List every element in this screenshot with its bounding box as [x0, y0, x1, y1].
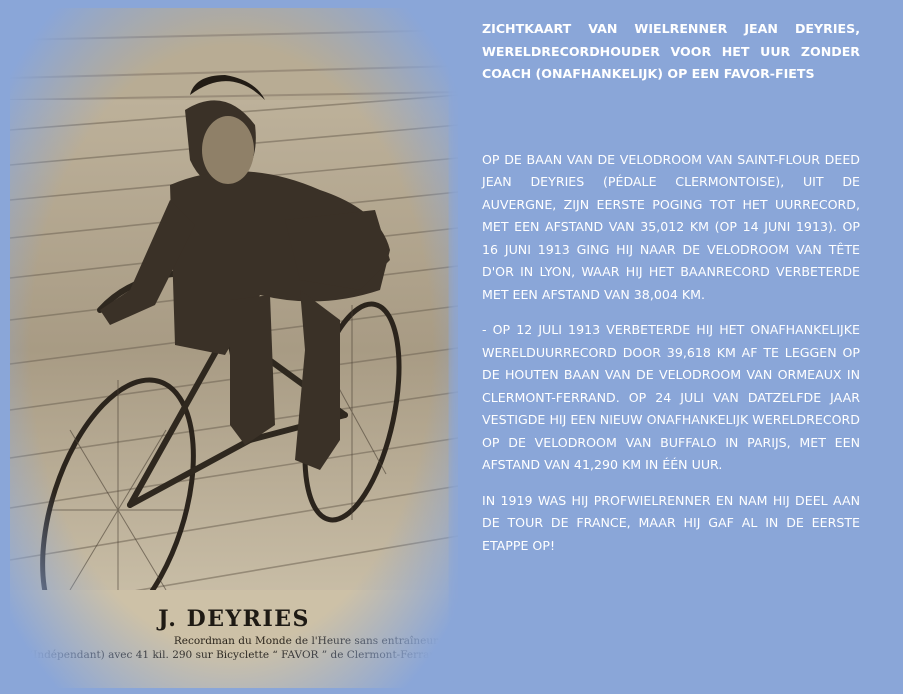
paragraph-world-record: - OP 12 JULI 1913 VERBETERDE HIJ HET ONAFHANKELIJKE WERELDUURRECORD DOOR 39,618 KM AF TE LEGGEN OP DE HOUTEN BAAN VAN DE VELODROOM VAN ORMEAUX IN CLERMONT-FERRAND. OP 24 JULI VAN DATZELFDE JAAR VESTIGDE HIJ EEN NIEUW ONAFHANKELIJK WERELDRECORD OP DE VELODROOM VAN BUFFALO IN PARIJS, MET EEN AFSTAND VAN 41,290 KM IN ÉÉN UUR. — [482, 322, 860, 472]
description-column — [482, 18, 860, 570]
paragraph-tour-de-france: IN 1919 WAS HIJ PROFWIELRENNER EN NAM HIJ DEEL AAN DE TOUR DE FRANCE, MAAR HIJ GAF AL IN DE EERSTE ETAPPE OP! — [482, 492, 860, 553]
page-title: ZICHTKAART VAN WIELRENNER JEAN DEYRIES, WERELDRECORDHOUDER VOOR HET UUR ZONDER COACH (ONAFHANKELIJK) OP EEN FAVOR-FIETS — [482, 21, 860, 81]
paragraph-saint-flour: OP DE BAAN VAN DE VELODROOM VAN SAINT-FLOUR DEED JEAN DEYRIES (PÉDALE CLERMONTOISE), UIT DE AUVERGNE, ZIJN EERSTE POGING TOT HET UURRECORD, MET EEN AFSTAND VAN 35,012 KM (OP 14 JUNI 1913). OP 16 JUNI 1913 GING HIJ NAAR DE VELODROOM VAN TÊTE D'OR IN LYON, WAAR HIJ HET BAANRECORD VERBETERDE MET EEN AFSTAND VAN 38,004 KM. — [482, 151, 860, 302]
